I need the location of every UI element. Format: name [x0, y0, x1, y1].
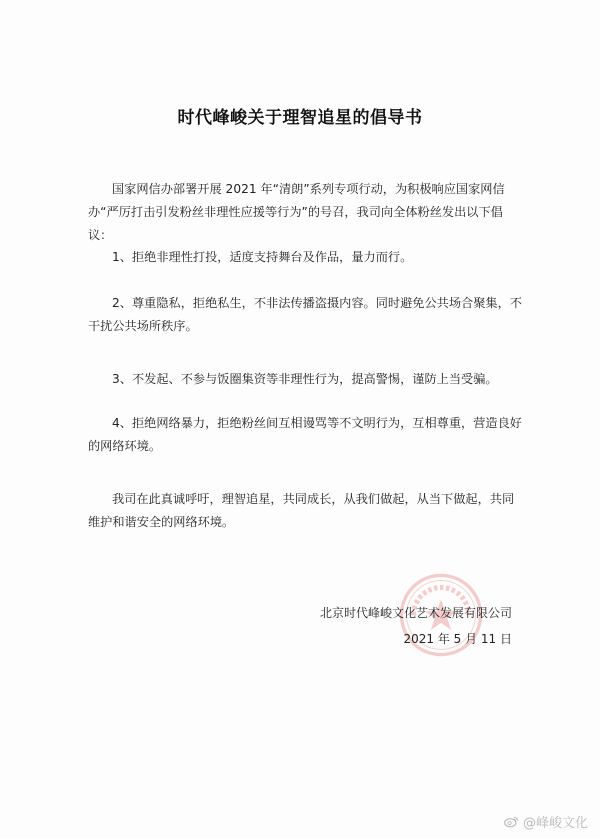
weibo-icon — [504, 815, 519, 828]
proposal-item-3: 3、不发起、不参与饭圈集资等非理性行为，提高警惕，谨防上当受骗。 — [112, 372, 498, 386]
document-title: 时代峰峻关于理智追星的倡导书 — [177, 108, 423, 128]
signature-date: 2021 年 5 月 11 日 — [403, 632, 512, 646]
proposal-item-4: 4、拒绝网络暴力，拒绝粉丝间互相谩骂等不文明行为，互相尊重，营造良好的网络环境。 — [88, 416, 522, 453]
signature-company: 北京时代峰峻文化艺术发展有限公司 — [319, 606, 512, 620]
proposal-item-2: 2、尊重隐私，拒绝私生，不非法传播盗摄内容。同时避免公共场合聚集，不干扰公共场所秩序。 — [88, 296, 522, 333]
proposal-item-1: 1、拒绝非理性打投，适度支持舞台及作品，量力而行。 — [112, 250, 413, 264]
weibo-watermark — [504, 812, 588, 831]
closing-paragraph: 我司在此真诚呼吁，理智追星，共同成长，从我们做起，从当下做起，共同维护和谐安全的网络环境。 — [88, 492, 515, 529]
watermark-text: @峰峻文化 — [522, 816, 588, 831]
intro-paragraph: 国家网信办部署开展 2021 年“清朗”系列专项行动，为积极响应国家网信办“严厉打击引发粉丝非理性应援等行为”的号召，我司向全体粉丝发出以下倡议： — [88, 182, 505, 242]
signature-block — [320, 600, 512, 652]
